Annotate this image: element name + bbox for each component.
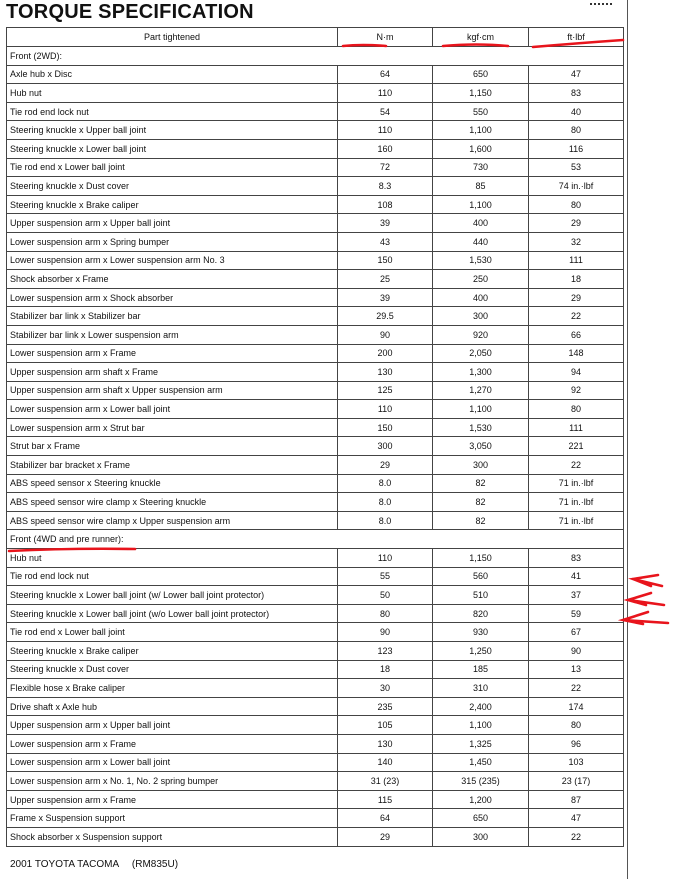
table-row [7,642,624,661]
table-row [7,493,624,512]
table-row [7,511,624,530]
cell-kgfcm: 920 [433,325,529,344]
cell-nm: 200 [338,344,433,363]
cell-ftlbf: 22 [529,827,624,846]
cell-part: ABS speed sensor wire clamp x Steering knuckle [7,493,338,512]
cell-kgfcm: 560 [433,567,529,586]
cell-ftlbf: 94 [529,363,624,382]
cell-kgfcm: 650 [433,809,529,828]
cell-part: ABS speed sensor x Steering knuckle [7,474,338,493]
cell-kgfcm: 185 [433,660,529,679]
cell-nm: 8.0 [338,474,433,493]
cell-kgfcm: 440 [433,232,529,251]
cell-ftlbf: 47 [529,65,624,84]
cell-ftlbf: 29 [529,288,624,307]
table-row [7,177,624,196]
table-row [7,363,624,382]
cell-part: Upper suspension arm shaft x Frame [7,363,338,382]
cell-nm: 150 [338,418,433,437]
section-row [7,530,624,549]
header-part: Part tightened [7,28,338,47]
table-row [7,400,624,419]
cell-part: Upper suspension arm x Upper ball joint [7,716,338,735]
cell-ftlbf: 66 [529,325,624,344]
cell-part: Shock absorber x Frame [7,270,338,289]
table-row [7,195,624,214]
cell-part: Stabilizer bar link x Stabilizer bar [7,307,338,326]
cell-ftlbf: 71 in.·lbf [529,474,624,493]
cell-kgfcm: 3,050 [433,437,529,456]
table-row [7,809,624,828]
cell-kgfcm: 1,150 [433,549,529,568]
cell-nm: 80 [338,604,433,623]
cell-kgfcm: 1,250 [433,642,529,661]
cell-kgfcm: 1,450 [433,753,529,772]
cell-ftlbf: 22 [529,456,624,475]
cell-part: Hub nut [7,549,338,568]
table-row [7,586,624,605]
cell-part: Steering knuckle x Lower ball joint (w/o Lower ball joint protector) [7,604,338,623]
cell-kgfcm: 1,150 [433,84,529,103]
cell-kgfcm: 250 [433,270,529,289]
cell-kgfcm: 650 [433,65,529,84]
cell-ftlbf: 71 in.·lbf [529,493,624,512]
cell-kgfcm: 1,530 [433,418,529,437]
cell-nm: 150 [338,251,433,270]
table-row [7,121,624,140]
cell-kgfcm: 300 [433,456,529,475]
table-row [7,102,624,121]
table-row [7,418,624,437]
cell-nm: 18 [338,660,433,679]
cell-part: Upper suspension arm shaft x Upper suspension arm [7,381,338,400]
table-row [7,325,624,344]
cell-part: Lower suspension arm x Lower ball joint [7,753,338,772]
table-row [7,437,624,456]
cell-kgfcm: 82 [433,511,529,530]
cell-part: Upper suspension arm x Frame [7,790,338,809]
cell-ftlbf: 32 [529,232,624,251]
cell-nm: 8.0 [338,493,433,512]
cell-part: Hub nut [7,84,338,103]
cell-ftlbf: 80 [529,400,624,419]
cell-kgfcm: 300 [433,307,529,326]
cell-part: Shock absorber x Suspension support [7,827,338,846]
cell-nm: 108 [338,195,433,214]
cell-nm: 29 [338,827,433,846]
section-label: Front (2WD): [7,47,624,66]
cell-kgfcm: 550 [433,102,529,121]
cell-part: Stabilizer bar link x Lower suspension arm [7,325,338,344]
cell-nm: 125 [338,381,433,400]
table-row [7,734,624,753]
cell-kgfcm: 310 [433,679,529,698]
cell-part: Lower suspension arm x Frame [7,734,338,753]
cell-ftlbf: 37 [529,586,624,605]
cell-part: Flexible hose x Brake caliper [7,679,338,698]
cell-part: Tie rod end x Lower ball joint [7,158,338,177]
cell-nm: 55 [338,567,433,586]
cell-kgfcm: 400 [433,214,529,233]
cell-part: Steering knuckle x Brake caliper [7,642,338,661]
header-ftlbf: ft·lbf [529,28,624,47]
cell-part: Stabilizer bar bracket x Frame [7,456,338,475]
cell-kgfcm: 1,530 [433,251,529,270]
table-row [7,474,624,493]
cell-kgfcm: 85 [433,177,529,196]
cell-ftlbf: 83 [529,84,624,103]
cell-nm: 25 [338,270,433,289]
table-row [7,679,624,698]
arrow-row-3 [623,612,668,624]
cell-nm: 130 [338,734,433,753]
cell-ftlbf: 221 [529,437,624,456]
cell-nm: 29 [338,456,433,475]
table-row [7,270,624,289]
table-row [7,772,624,791]
cell-kgfcm: 1,100 [433,121,529,140]
cell-kgfcm: 2,050 [433,344,529,363]
cell-ftlbf: 29 [529,214,624,233]
table-header-row [7,28,624,47]
table-row [7,623,624,642]
header-kgfcm: kgf·cm [433,28,529,47]
cell-kgfcm: 1,100 [433,400,529,419]
arrow-row-2 [628,593,664,605]
cell-nm: 8.3 [338,177,433,196]
cell-nm: 8.0 [338,511,433,530]
cell-nm: 64 [338,809,433,828]
cell-nm: 72 [338,158,433,177]
torque-table [6,27,624,847]
cell-kgfcm: 510 [433,586,529,605]
cell-part: Lower suspension arm x Frame [7,344,338,363]
footer-code: (RM835U) [131,859,179,870]
cell-kgfcm: 1,600 [433,139,529,158]
cell-nm: 64 [338,65,433,84]
cell-part: Lower suspension arm x No. 1, No. 2 spring bumper [7,772,338,791]
table-row [7,456,624,475]
page-edge-mark [590,0,612,5]
cell-nm: 300 [338,437,433,456]
cell-kgfcm: 1,300 [433,363,529,382]
cell-nm: 39 [338,214,433,233]
cell-nm: 31 (23) [338,772,433,791]
cell-nm: 123 [338,642,433,661]
cell-ftlbf: 23 (17) [529,772,624,791]
cell-nm: 39 [338,288,433,307]
cell-ftlbf: 80 [529,195,624,214]
cell-part: Tie rod end lock nut [7,102,338,121]
table-row [7,567,624,586]
cell-ftlbf: 22 [529,307,624,326]
cell-ftlbf: 90 [529,642,624,661]
cell-kgfcm: 1,200 [433,790,529,809]
cell-ftlbf: 92 [529,381,624,400]
cell-nm: 105 [338,716,433,735]
table-row [7,604,624,623]
cell-ftlbf: 87 [529,790,624,809]
cell-nm: 110 [338,400,433,419]
cell-kgfcm: 82 [433,493,529,512]
section-row [7,47,624,66]
cell-ftlbf: 111 [529,251,624,270]
cell-ftlbf: 83 [529,549,624,568]
table-row [7,549,624,568]
table-row [7,716,624,735]
cell-nm: 43 [338,232,433,251]
cell-ftlbf: 80 [529,121,624,140]
cell-part: Frame x Suspension support [7,809,338,828]
cell-ftlbf: 22 [529,679,624,698]
table-row [7,65,624,84]
cell-ftlbf: 111 [529,418,624,437]
footer [10,859,188,870]
cell-ftlbf: 174 [529,697,624,716]
cell-part: Axle hub x Disc [7,65,338,84]
cell-ftlbf: 40 [529,102,624,121]
table-row [7,827,624,846]
table-row [7,753,624,772]
table-row [7,660,624,679]
page-right-border [627,0,628,879]
cell-nm: 235 [338,697,433,716]
cell-kgfcm: 730 [433,158,529,177]
cell-ftlbf: 41 [529,567,624,586]
cell-part: ABS speed sensor wire clamp x Upper suspension arm [7,511,338,530]
cell-nm: 54 [338,102,433,121]
cell-part: Lower suspension arm x Lower suspension arm No. 3 [7,251,338,270]
table-row [7,84,624,103]
table-row [7,232,624,251]
cell-kgfcm: 1,100 [433,195,529,214]
table-row [7,381,624,400]
cell-part: Lower suspension arm x Strut bar [7,418,338,437]
cell-part: Tie rod end x Lower ball joint [7,623,338,642]
cell-nm: 110 [338,121,433,140]
cell-kgfcm: 820 [433,604,529,623]
cell-part: Drive shaft x Axle hub [7,697,338,716]
cell-part: Steering knuckle x Lower ball joint [7,139,338,158]
footer-model: 2001 TOYOTA TACOMA [10,859,120,870]
cell-nm: 90 [338,325,433,344]
table-row [7,158,624,177]
arrow-row-1 [633,575,662,586]
cell-nm: 50 [338,586,433,605]
cell-kgfcm: 300 [433,827,529,846]
cell-ftlbf: 148 [529,344,624,363]
cell-nm: 29.5 [338,307,433,326]
section-label: Front (4WD and pre runner): [7,530,624,549]
cell-nm: 140 [338,753,433,772]
cell-kgfcm: 82 [433,474,529,493]
cell-ftlbf: 80 [529,716,624,735]
cell-part: Steering knuckle x Upper ball joint [7,121,338,140]
cell-nm: 30 [338,679,433,698]
table-row [7,344,624,363]
cell-part: Steering knuckle x Dust cover [7,660,338,679]
cell-nm: 115 [338,790,433,809]
header-nm: N·m [338,28,433,47]
cell-ftlbf: 96 [529,734,624,753]
cell-part: Lower suspension arm x Lower ball joint [7,400,338,419]
cell-nm: 130 [338,363,433,382]
cell-part: Lower suspension arm x Spring bumper [7,232,338,251]
cell-nm: 110 [338,84,433,103]
table-row [7,307,624,326]
table-row [7,288,624,307]
cell-part: Lower suspension arm x Shock absorber [7,288,338,307]
cell-kgfcm: 315 (235) [433,772,529,791]
cell-kgfcm: 400 [433,288,529,307]
cell-ftlbf: 74 in.·lbf [529,177,624,196]
table-row [7,790,624,809]
cell-ftlbf: 13 [529,660,624,679]
cell-ftlbf: 47 [529,809,624,828]
cell-nm: 160 [338,139,433,158]
cell-part: Steering knuckle x Brake caliper [7,195,338,214]
cell-ftlbf: 59 [529,604,624,623]
cell-ftlbf: 67 [529,623,624,642]
cell-kgfcm: 1,325 [433,734,529,753]
cell-part: Tie rod end lock nut [7,567,338,586]
table-row [7,251,624,270]
cell-kgfcm: 1,270 [433,381,529,400]
cell-kgfcm: 2,400 [433,697,529,716]
cell-ftlbf: 103 [529,753,624,772]
cell-part: Strut bar x Frame [7,437,338,456]
cell-ftlbf: 53 [529,158,624,177]
cell-part: Steering knuckle x Lower ball joint (w/ Lower ball joint protector) [7,586,338,605]
cell-ftlbf: 18 [529,270,624,289]
table-row [7,139,624,158]
cell-kgfcm: 1,100 [433,716,529,735]
cell-ftlbf: 116 [529,139,624,158]
table-body [7,47,624,847]
cell-ftlbf: 71 in.·lbf [529,511,624,530]
table-row [7,697,624,716]
cell-part: Upper suspension arm x Upper ball joint [7,214,338,233]
cell-nm: 110 [338,549,433,568]
page-title: TORQUE SPECIFICATION [6,1,254,23]
table-row [7,214,624,233]
cell-part: Steering knuckle x Dust cover [7,177,338,196]
cell-nm: 90 [338,623,433,642]
cell-kgfcm: 930 [433,623,529,642]
